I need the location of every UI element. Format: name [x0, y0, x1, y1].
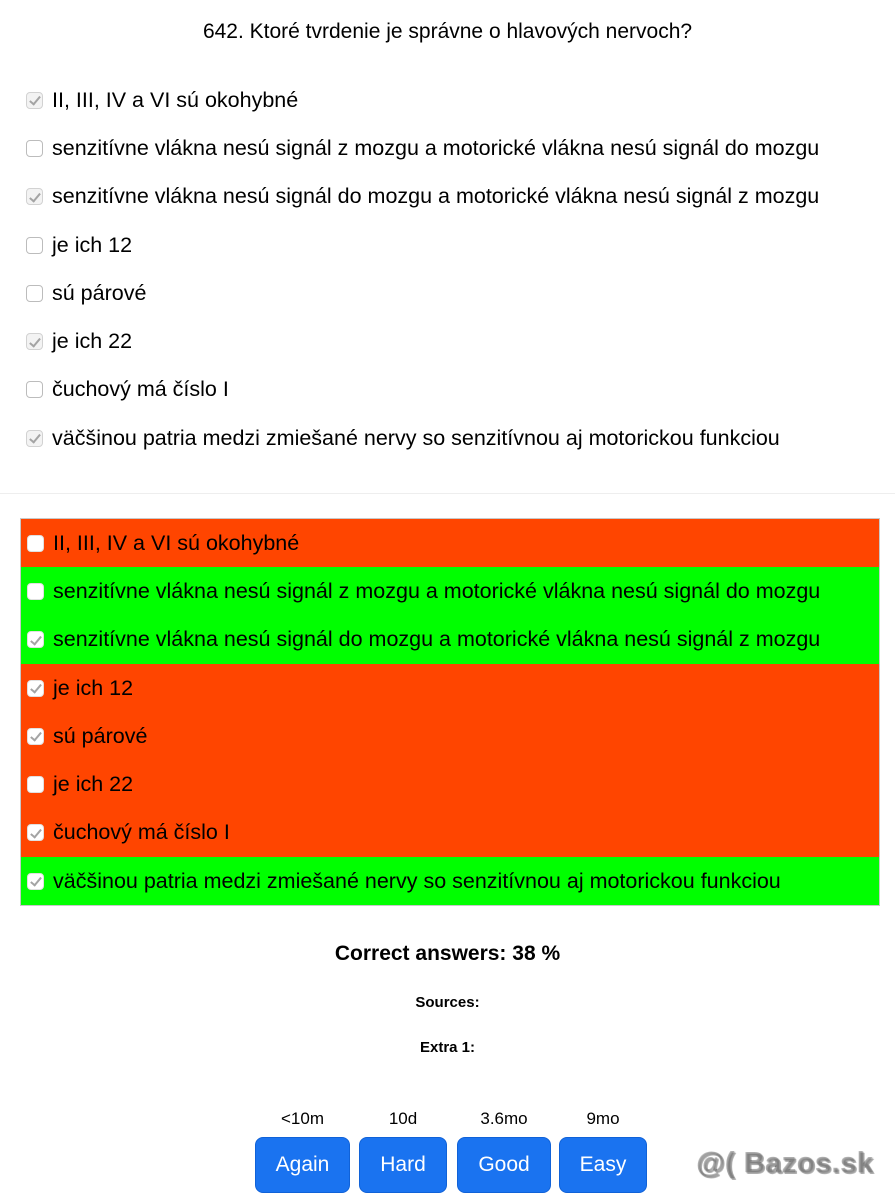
hard-button[interactable]: Hard [359, 1137, 447, 1193]
option-item[interactable] [0, 366, 895, 414]
result-list [20, 518, 880, 906]
good-button[interactable]: Good [457, 1137, 551, 1193]
option-checkbox[interactable] [26, 285, 43, 302]
option-checkbox[interactable] [26, 188, 43, 205]
option-item[interactable] [0, 269, 895, 317]
option-label: väčšinou patria medzi zmiešané nervy so senzitívnou aj motorickou funkciou [52, 425, 780, 450]
result-checkbox [27, 824, 44, 841]
result-row [21, 760, 879, 808]
result-checkbox [27, 680, 44, 697]
sources-label: Sources: [415, 994, 480, 1011]
option-checkbox[interactable] [26, 237, 43, 254]
score-text: Correct answers: 38 % [334, 942, 561, 965]
extra-label: Extra 1: [419, 1039, 476, 1056]
easy-button[interactable]: Easy [559, 1137, 647, 1193]
again-button[interactable]: Again [255, 1137, 350, 1193]
result-label: II, III, IV a VI sú okohybné [53, 530, 300, 555]
option-label: sú párové [52, 280, 147, 305]
result-label: je ich 22 [53, 772, 134, 797]
option-checkbox[interactable] [26, 333, 43, 350]
option-label: senzitívne vlákna nesú signál z mozgu a motorické vlákna nesú signál do mozgu [52, 135, 820, 160]
option-item[interactable] [0, 317, 895, 365]
result-row [21, 712, 879, 760]
result-checkbox [27, 631, 44, 648]
option-label: čuchový má číslo I [52, 377, 229, 402]
hard-interval: 10d [388, 1109, 418, 1128]
option-item[interactable] [0, 221, 895, 269]
option-item[interactable] [0, 173, 895, 221]
result-checkbox [27, 535, 44, 552]
option-item[interactable] [0, 124, 895, 172]
result-row [21, 616, 879, 664]
result-label: väčšinou patria medzi zmiešané nervy so senzitívnou aj motorickou funkciou [53, 868, 781, 893]
option-item[interactable] [0, 414, 895, 462]
again-interval: <10m [281, 1109, 324, 1128]
option-label: senzitívne vlákna nesú signál do mozgu a motorické vlákna nesú signál z mozgu [52, 184, 820, 209]
result-label: sú párové [53, 723, 148, 748]
divider [0, 493, 895, 494]
result-label: senzitívne vlákna nesú signál do mozgu a motorické vlákna nesú signál z mozgu [53, 627, 821, 652]
result-checkbox [27, 776, 44, 793]
good-interval: 3.6mo [480, 1109, 528, 1128]
option-item[interactable] [0, 76, 895, 124]
watermark: @( Bazos.sk [697, 1148, 875, 1180]
result-label: čuchový má číslo I [53, 820, 230, 845]
option-label: II, III, IV a VI sú okohybné [52, 87, 299, 112]
option-checkbox[interactable] [26, 430, 43, 447]
option-label: je ich 12 [52, 232, 133, 257]
options-list [0, 76, 895, 462]
option-checkbox[interactable] [26, 92, 43, 109]
question-title: 642. Ktoré tvrdenie je správne o hlavových nervoch? [202, 20, 693, 43]
result-row [21, 567, 879, 615]
easy-interval: 9mo [586, 1109, 620, 1128]
option-label: je ich 22 [52, 329, 133, 354]
result-label: senzitívne vlákna nesú signál z mozgu a motorické vlákna nesú signál do mozgu [53, 578, 821, 603]
option-checkbox[interactable] [26, 381, 43, 398]
option-checkbox[interactable] [26, 140, 43, 157]
result-row [21, 519, 879, 567]
result-row [21, 809, 879, 857]
result-checkbox [27, 873, 44, 890]
result-checkbox [27, 583, 44, 600]
result-row [21, 664, 879, 712]
result-checkbox [27, 728, 44, 745]
result-label: je ich 12 [53, 675, 134, 700]
result-row [21, 857, 879, 905]
